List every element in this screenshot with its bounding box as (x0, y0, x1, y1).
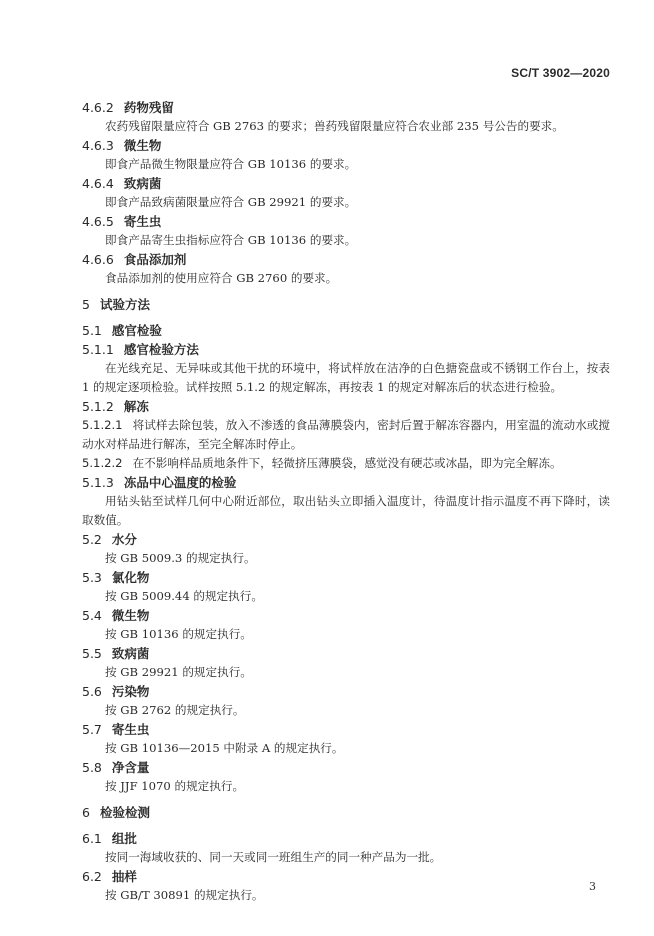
paragraph-5-3: 按 GB 5009.44 的规定执行。 (105, 589, 263, 603)
clause-title: 寄生虫 (123, 214, 162, 229)
heading-5-2 (82, 530, 610, 549)
clause-title: 水分 (111, 532, 137, 547)
page-number: 3 (589, 880, 596, 893)
clause-number: 4.6.6 (82, 252, 114, 267)
paragraph-5-1-2-2 (82, 454, 610, 473)
paragraph-5-8: 按 JJF 1070 的规定执行。 (105, 779, 245, 793)
clause-title: 解冻 (123, 399, 149, 414)
clause-number: 4.6.4 (82, 176, 114, 191)
document-body (82, 98, 610, 905)
spacer (82, 314, 610, 321)
spacer (82, 822, 610, 829)
clause-number: 5.1 (82, 323, 102, 338)
paragraph-5-1-3: 用钻头钻至试样几何中心附近部位，取出钻头立即插入温度计，待温度计指示温度不再下降时，读取数值。 (82, 494, 610, 527)
heading-4-6-5 (82, 212, 610, 231)
clause-title: 净含量 (111, 760, 150, 775)
heading-4-6-4 (82, 174, 610, 193)
heading-5-4 (82, 606, 610, 625)
chapter-number: 6 (82, 805, 90, 820)
heading-5-6 (82, 682, 610, 701)
chapter-number: 5 (82, 297, 90, 312)
clause-title: 污染物 (111, 684, 150, 699)
paragraph-5-2: 按 GB 5009.3 的规定执行。 (105, 551, 256, 565)
heading-5-1-1 (82, 340, 610, 359)
clause-number: 6.1 (82, 831, 102, 846)
heading-5-7 (82, 720, 610, 739)
clause-number: 5.2 (82, 532, 102, 547)
clause-title: 抽样 (111, 869, 137, 884)
clause-title: 药物残留 (123, 100, 174, 115)
heading-5-8 (82, 758, 610, 777)
clause-title: 感官检验 (111, 323, 162, 338)
heading-5-5 (82, 644, 610, 663)
clause-number: 5.8 (82, 760, 102, 775)
paragraph-5-4: 按 GB 10136 的规定执行。 (105, 627, 252, 641)
paragraph-5-5: 按 GB 29921 的规定执行。 (105, 665, 252, 679)
clause-number: 5.1.2.1 (82, 418, 123, 432)
clause-title: 寄生虫 (111, 722, 150, 737)
heading-5-3 (82, 568, 610, 587)
clause-number: 5.6 (82, 684, 102, 699)
clause-number: 5.4 (82, 608, 102, 623)
paragraph-4-6-5: 即食产品寄生虫指标应符合 GB 10136 的要求。 (105, 233, 357, 247)
clause-title: 冻品中心温度的检验 (123, 475, 237, 490)
spacer (82, 288, 610, 295)
heading-4-6-3 (82, 136, 610, 155)
heading-6-2 (82, 867, 610, 886)
paragraph-4-6-6: 食品添加剂的使用应符合 GB 2760 的要求。 (105, 271, 338, 285)
clause-number: 6.2 (82, 869, 102, 884)
clause-title: 微生物 (111, 608, 150, 623)
paragraph-5-7: 按 GB 10136—2015 中附录 A 的规定执行。 (105, 741, 344, 755)
clause-title: 组批 (111, 831, 137, 846)
paragraph-4-6-2: 农药残留限量应符合 GB 2763 的要求；兽药残留限量应符合农业部 235 号公告的要求。 (105, 119, 564, 133)
clause-number: 5.5 (82, 646, 102, 661)
clause-number: 4.6.3 (82, 138, 114, 153)
clause-number: 5.7 (82, 722, 102, 737)
paragraph-6-2: 按 GB/T 30891 的规定执行。 (105, 888, 264, 902)
paragraph-4-6-4: 即食产品致病菌限量应符合 GB 29921 的要求。 (105, 195, 357, 209)
chapter-title: 检验检测 (99, 805, 150, 820)
clause-title: 致病菌 (111, 646, 150, 661)
heading-5-1 (82, 321, 610, 340)
clause-number: 4.6.5 (82, 214, 114, 229)
clause-title: 微生物 (123, 138, 162, 153)
paragraph-5-1-1: 在光线充足、无异味或其他干扰的环境中，将试样放在洁净的白色搪瓷盘或不锈钢工作台上，按表 1 的规定逐项检验。试样按照 5.1.2 的规定解冻，再按表 1 的规定对解冻后的状态进行检验。 (82, 361, 610, 394)
heading-4-6-2 (82, 98, 610, 117)
clause-number: 5.1.2.2 (82, 456, 123, 470)
clause-text: 在不影响样品质地条件下，轻微挤压薄膜袋，感觉没有硬芯或冰晶，即为完全解冻。 (132, 456, 562, 470)
clause-number: 5.1.3 (82, 475, 114, 490)
heading-5 (82, 295, 610, 314)
clause-title: 感官检验方法 (123, 342, 199, 357)
chapter-title: 试验方法 (99, 297, 150, 312)
heading-5-1-3 (82, 473, 610, 492)
clause-number: 5.3 (82, 570, 102, 585)
clause-number: 5.1.1 (82, 342, 114, 357)
spacer (82, 796, 610, 803)
paragraph-5-6: 按 GB 2762 的规定执行。 (105, 703, 245, 717)
heading-6 (82, 803, 610, 822)
clause-title: 氯化物 (111, 570, 150, 585)
clause-text: 将试样去除包装，放入不渗透的食品薄膜袋内，密封后置于解冻容器内，用室温的流动水或搅动水对样品进行解冻，至完全解冻时停止。 (82, 418, 610, 451)
heading-5-1-2 (82, 397, 610, 416)
paragraph-6-1: 按同一海域收获的、同一天或同一班组生产的同一种产品为一批。 (105, 850, 442, 864)
clause-number: 4.6.2 (82, 100, 114, 115)
heading-4-6-6 (82, 250, 610, 269)
standard-code: SC/T 3902—2020 (511, 66, 610, 80)
paragraph-4-6-3: 即食产品微生物限量应符合 GB 10136 的要求。 (105, 157, 357, 171)
clause-number: 5.1.2 (82, 399, 114, 414)
heading-6-1 (82, 829, 610, 848)
clause-title: 食品添加剂 (123, 252, 187, 267)
clause-title: 致病菌 (123, 176, 162, 191)
paragraph-5-1-2-1 (82, 416, 610, 454)
